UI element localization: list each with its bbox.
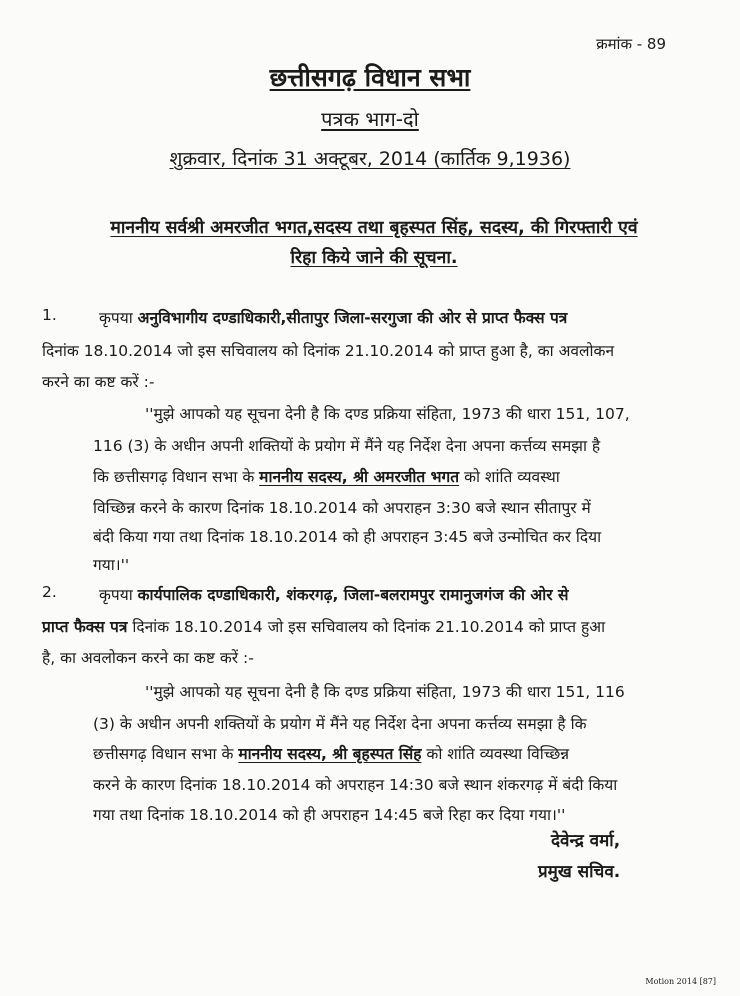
item-2-quote-3 — [93, 742, 569, 764]
item-1-quote-1: ''मुझे आपको यह सूचना देनी है कि दण्ड प्रक्रिया संहिता, 1973 की धारा 151, 107, — [145, 405, 630, 423]
member-name-1: माननीय सदस्य, श्री अमरजीत भगत — [259, 468, 460, 486]
item-2-line-2 — [42, 615, 605, 637]
item-1-number: 1. — [42, 306, 57, 324]
item-2-quote-5: गया तथा दिनांक 18.10.2014 को ही अपराहन 14:45 बजे रिहा कर दिया गया।'' — [93, 806, 566, 824]
signatory-designation: प्रमुख सचिव. — [538, 862, 621, 882]
date-line — [0, 145, 740, 171]
item-1-quote-3c: को शांति व्यवस्था — [464, 468, 560, 486]
page-footer: Motion 2014 [87] — [645, 977, 716, 986]
member-name-2: माननीय सदस्य, श्री बृहस्पत सिंह — [238, 745, 422, 763]
item-2-line-3: है, का अवलोकन करने का कष्ट करें :- — [42, 649, 254, 667]
item-1-quote-6: गया।'' — [93, 556, 130, 574]
item-1-line-2: दिनांक 18.10.2014 जो इस सचिवालय को दिनांक 21.10.2014 को प्राप्त हुआ है, का अवलोकन — [42, 342, 615, 360]
item-2-quote-3c: को शांति व्यवस्था विच्छिन्न — [426, 745, 570, 763]
item-2-request: कृपया — [99, 586, 133, 604]
item-2-quote-3a: छत्तीसगढ़ विधान सभा के — [93, 745, 234, 763]
item-1-quote-5: बंदी किया गया तथा दिनांक 18.10.2014 को ही अपराहन 3:45 बजे उन्मोचित कर दिया — [93, 528, 602, 546]
item-1-authority: अनुविभागीय दण्डाधिकारी,सीतापुर जिला-सरगुजा की ओर से प्राप्त फैक्स पत्र — [137, 309, 568, 327]
item-2-number: 2. — [42, 583, 57, 601]
date-text: शुक्रवार, दिनांक 31 अक्टूबर, 2014 (कार्तिक 9,1936) — [169, 148, 571, 170]
subject-heading — [48, 213, 700, 273]
item-1-line-3: करने का कष्ट करें :- — [42, 373, 155, 391]
item-1-line-1 — [99, 306, 567, 328]
signatory-name: देवेन्द्र वर्मा, — [551, 831, 621, 851]
title-text: छत्तीसगढ़ विधान सभा — [269, 63, 471, 92]
item-2-quote-4: करने के कारण दिनांक 18.10.2014 को अपराहन 14:30 बजे स्थान शंकरगढ़ में बंदी किया — [93, 776, 618, 794]
subject-line-2: रिहा किये जाने की सूचना. — [290, 248, 458, 268]
item-2-authority: कार्यपालिक दण्डाधिकारी, शंकरगढ़, जिला-बलरामपुर रामानुजगंज की ओर से — [137, 586, 569, 604]
item-2-fax: प्राप्त फैक्स पत्र — [42, 618, 128, 636]
part-text: पत्रक भाग-दो — [321, 107, 419, 131]
item-1-quote-3 — [93, 465, 560, 487]
item-2-line-2-rest: दिनांक 18.10.2014 जो इस सचिवालय को दिनांक 21.10.2014 को प्राप्त हुआ — [132, 618, 606, 636]
document-title — [0, 60, 740, 94]
subject-line-1: माननीय सर्वश्री अमरजीत भगत,सदस्य तथा बृहस्पत सिंह, सदस्य, की गिरफ्तारी एवं — [110, 218, 638, 238]
item-2-line-1 — [99, 583, 568, 605]
item-1-quote-3a: कि छत्तीसगढ़ विधान सभा के — [93, 468, 255, 486]
serial-number: क्रमांक - 89 — [596, 35, 666, 53]
item-1-request: कृपया — [99, 309, 133, 327]
item-2-quote-2: (3) के अधीन अपनी शक्तियों के प्रयोग में मैंने यह निर्देश देना अपना कर्त्तव्य समझा है कि — [93, 715, 587, 733]
item-2-quote-1: ''मुझे आपको यह सूचना देनी है कि दण्ड प्रक्रिया संहिता, 1973 की धारा 151, 116 — [145, 683, 625, 701]
item-1-quote-4: विच्छिन्न करने के कारण दिनांक 18.10.2014 को अपराहन 3:30 बजे स्थान सीतापुर में — [93, 499, 591, 517]
item-1-quote-2: 116 (3) के अधीन अपनी शक्तियों के प्रयोग में मैंने यह निर्देश देना अपना कर्त्तव्य समझा है — [93, 437, 601, 455]
part-heading — [0, 105, 740, 132]
